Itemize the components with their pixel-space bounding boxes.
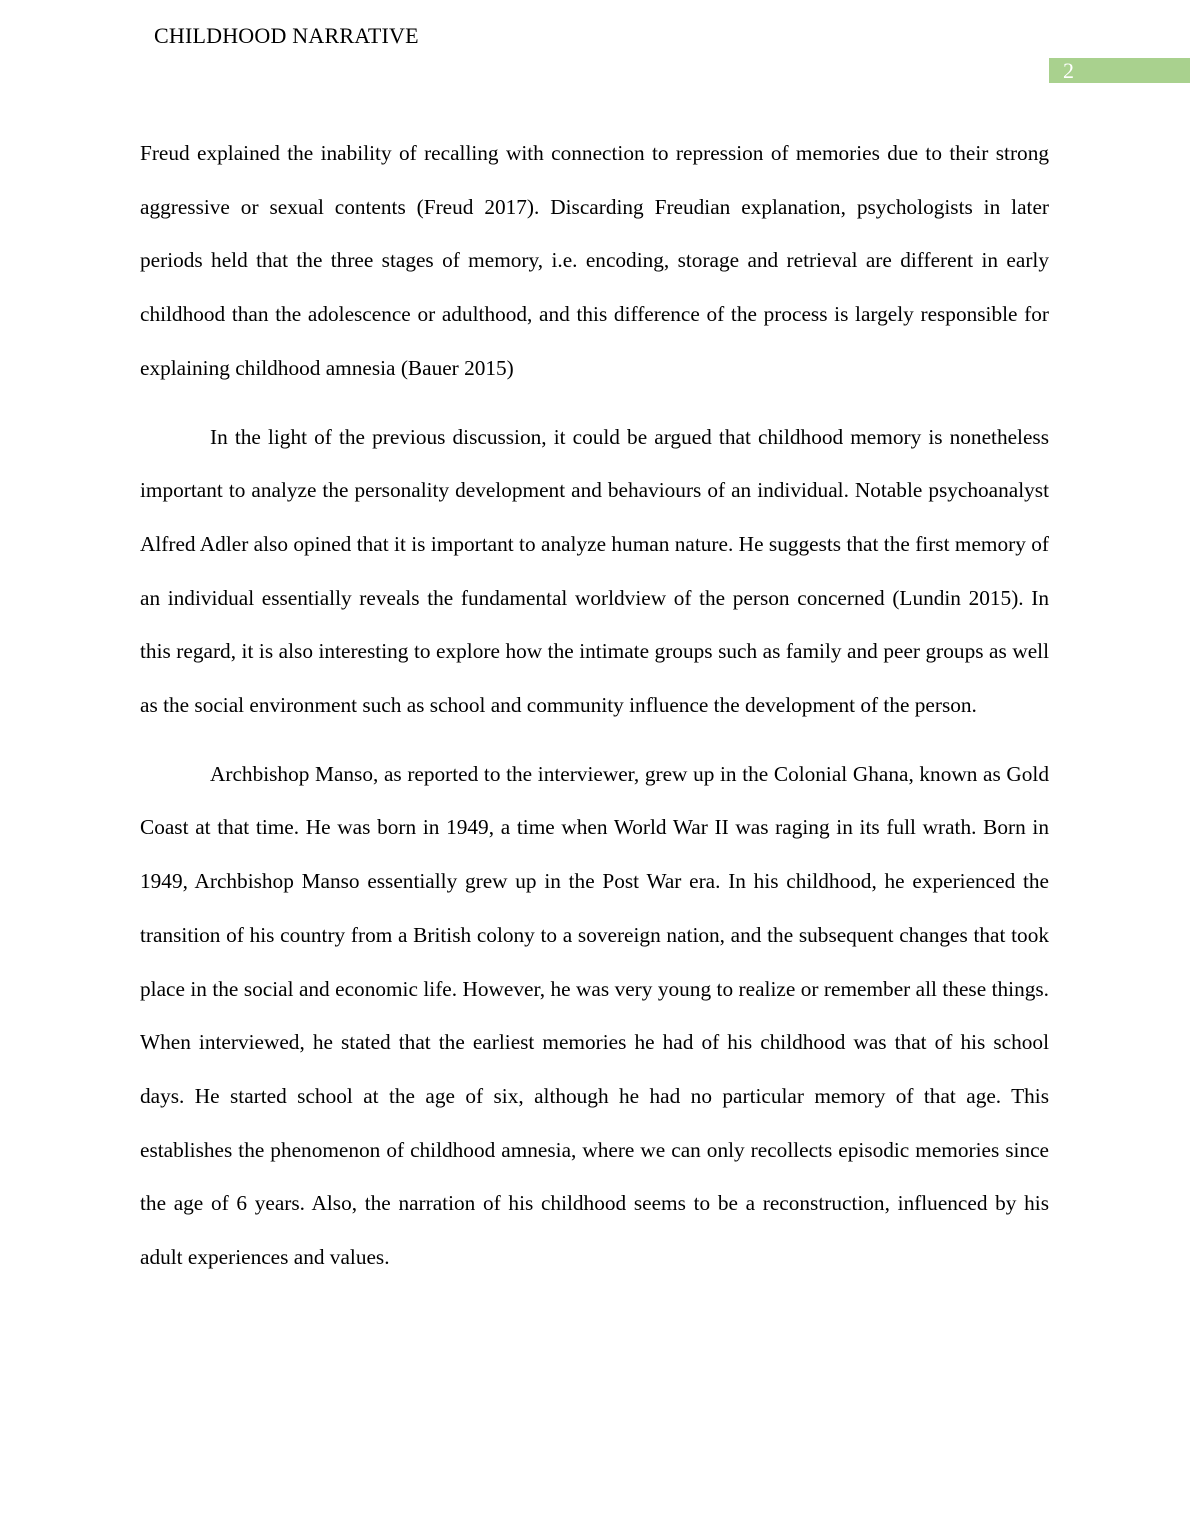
page-number: 2: [1063, 58, 1074, 83]
running-head: CHILDHOOD NARRATIVE: [154, 23, 419, 48]
page-number-badge: [1049, 58, 1190, 83]
paragraph-childhood-memory-importance: In the light of the previous discussion, it could be argued that childhood memory is nonetheless important to analyze the personality development and behaviours of an individual. Notable psychoanalyst Alfred Adler also opined that it is important to analyze human nature. He suggests that the first memory of an individual essentially reveals the fundamental worldview of the person concerned (Lundin 2015). In this regard, it is also interesting to explore how the intimate groups such as family and peer groups as well as the social environment such as school and community influence the development of the person.: [140, 424, 1049, 718]
paragraph-archbishop-manso: Archbishop Manso, as reported to the interviewer, grew up in the Colonial Ghana, known as Gold Coast at that time. He was born in 1949, a time when World War II was raging in its full wrath. Born in 1949, Archbishop Manso essentially grew up in the Post War era. In his childhood, he experienced the transition of his country from a British colony to a sovereign nation, and the subsequent changes that took place in the social and economic life. However, he was very young to realize or remember all these things. When interviewed, he stated that the earliest memories he had of his childhood was that of his school days. He started school at the age of six, although he had no particular memory of that age. This establishes the phenomenon of childhood amnesia, where we can only recollects episodic memories since the age of 6 years. Also, the narration of his childhood seems to be a reconstruction, influenced by his adult experiences and values.: [140, 761, 1049, 1270]
paragraph-freud-explanation: Freud explained the inability of recalling with connection to repression of memories due to their strong aggressive or sexual contents (Freud 2017). Discarding Freudian explanation, psychologists in later periods held that the three stages of memory, i.e. encoding, storage and retrieval are different in early childhood than the adolescence or adulthood, and this difference of the process is largely responsible for explaining childhood amnesia (Bauer 2015): [140, 141, 1049, 380]
document-body: [140, 127, 1049, 1285]
